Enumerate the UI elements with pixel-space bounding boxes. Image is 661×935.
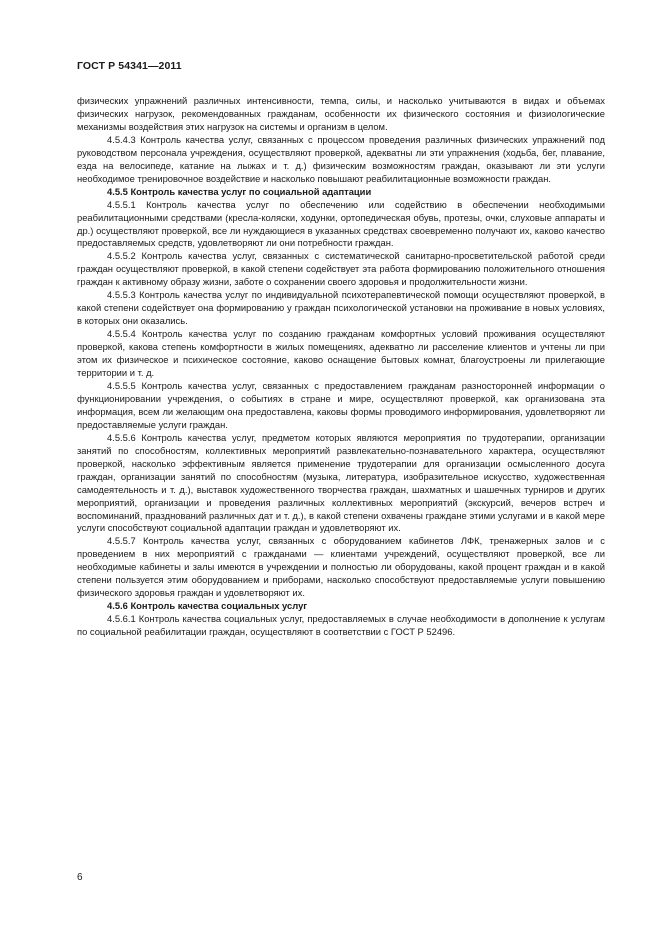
section-heading-4-5-6: 4.5.6 Контроль качества социальных услуг — [107, 600, 308, 612]
section-heading-4-5-5: 4.5.5 Контроль качества услуг по социальной адаптации — [107, 185, 372, 197]
paragraph-4-5-5-4: 4.5.5.4 Контроль качества услуг по созданию гражданам комфортных условий проживания осуществляют проверкой, какова степень комфортности в жилых помещениях, адекватно ли расселение клиентов и учтены ли при этом их физическое и психическое состояние, каково оснащение бытовых комнат, благоустроены ли прилегающие территории и т. д. — [77, 328, 605, 379]
paragraph-4-5-5-7: 4.5.5.7 Контроль качества услуг, связанных с оборудованием кабинетов ЛФК, тренажерных залов и с проведением в них мероприятий с гражданами — клиентами учреждений, осуществляют проверкой, все ли необходимые кабинеты и залы имеются в учреждении и полностью ли оборудованы, какой процент граждан и в какой степени пользуется этим оборудованием и приборами, насколько способствуют предоставляемые услуги повышению физического здоровья граждан и удовлетворяют их. — [77, 535, 605, 599]
paragraph-4-5-5-5: 4.5.5.5 Контроль качества услуг, связанных с предоставлением гражданам разносторонней информации о функционировании учреждения, о событиях в стране и мире, осуществляют проверкой, как организована эта информация, всем ли желающим она предоставлена, каковы формы проводимого информирования, удовлетворяют ли предоставляемые услуги граждан. — [77, 379, 605, 430]
paragraph-4-5-5-3: 4.5.5.3 Контроль качества услуг по индивидуальной психотерапевтической помощи осуществляют проверкой, в какой степени содействует она формированию у граждан психологической установки на проживание в новых условиях, в которых они оказались. — [77, 289, 605, 327]
paragraph-4-5-5-2: 4.5.5.2 Контроль качества услуг, связанных с систематической санитарно-просветительской работой среди граждан осуществляют проверкой, в какой степени содействует эта работа формированию положительного отношения граждан к активному образу жизни, заботе о сохранении своего здоровья и продолжительности жизни. — [77, 250, 605, 288]
paragraph-4-5-6-1: 4.5.6.1 Контроль качества социальных услуг, предоставляемых в случае необходимости в дополнение к услугам по социальной реабилитации граждан, осуществляют в соответствии с ГОСТ Р 52496. — [77, 613, 605, 638]
document-body — [77, 95, 605, 639]
paragraph-4-5-5-1: 4.5.5.1 Контроль качества услуг по обеспечению или содействию в обеспечении необходимыми реабилитационными средствами (кресла-коляски, ходунки, ортопедическая обувь, протезы, очки, слуховые аппараты и др.) осуществляют проверкой, все ли нуждающиеся в указанных средствах своевременно получают их, каково качество предоставляемых средств, удовлетворяют ли они потребности граждан. — [77, 198, 605, 249]
document-header-code: ГОСТ Р 54341—2011 — [77, 60, 182, 72]
paragraph-continuation: физических упражнений различных интенсивности, темпа, силы, и насколько учитываются в видах и объемах физических нагрузок, рекомендованных гражданам, особенности их физического состояния и физиологические механизмы воздействия этих нагрузок на системы и организм в целом. — [77, 95, 605, 132]
paragraph-4-5-5-6: 4.5.5.6 Контроль качества услуг, предметом которых являются мероприятия по трудотерапии, организации занятий по способностям, коллективных мероприятий развлекательно-познавательного характера, осуществляют проверкой, насколько эффективным является применение трудотерапии для организации осмысленного досуга граждан, организации занятий по способностям (музыка, литература, изобразительное искусство, художественная самодеятельность и т. д.), выставок художественного творчества граждан, шахматных и шашечных турниров и других мероприятий, организации и проведения различных коллективных мероприятий (экскурсий, вечеров встреч и воспоминаний, празднований различных дат и т. д.), в какой степени охвачены граждане этими услугами и в какой мере услуги способствуют социальной адаптации граждан и удовлетворяют их. — [77, 431, 605, 534]
page-number: 6 — [77, 872, 83, 883]
paragraph-4-5-4-3: 4.5.4.3 Контроль качества услуг, связанных с процессом проведения различных физических упражнений под руководством персонала учреждения, осуществляют проверкой, адекватны ли эти упражнения (ходьба, бег, плавание, езда на велосипеде, катание на лыжах и т. д.) физическим возможностям граждан, оказывают ли эти услуги необходимое тренировочное воздействие и насколько повышают реабилитационные возможности граждан. — [77, 133, 605, 184]
